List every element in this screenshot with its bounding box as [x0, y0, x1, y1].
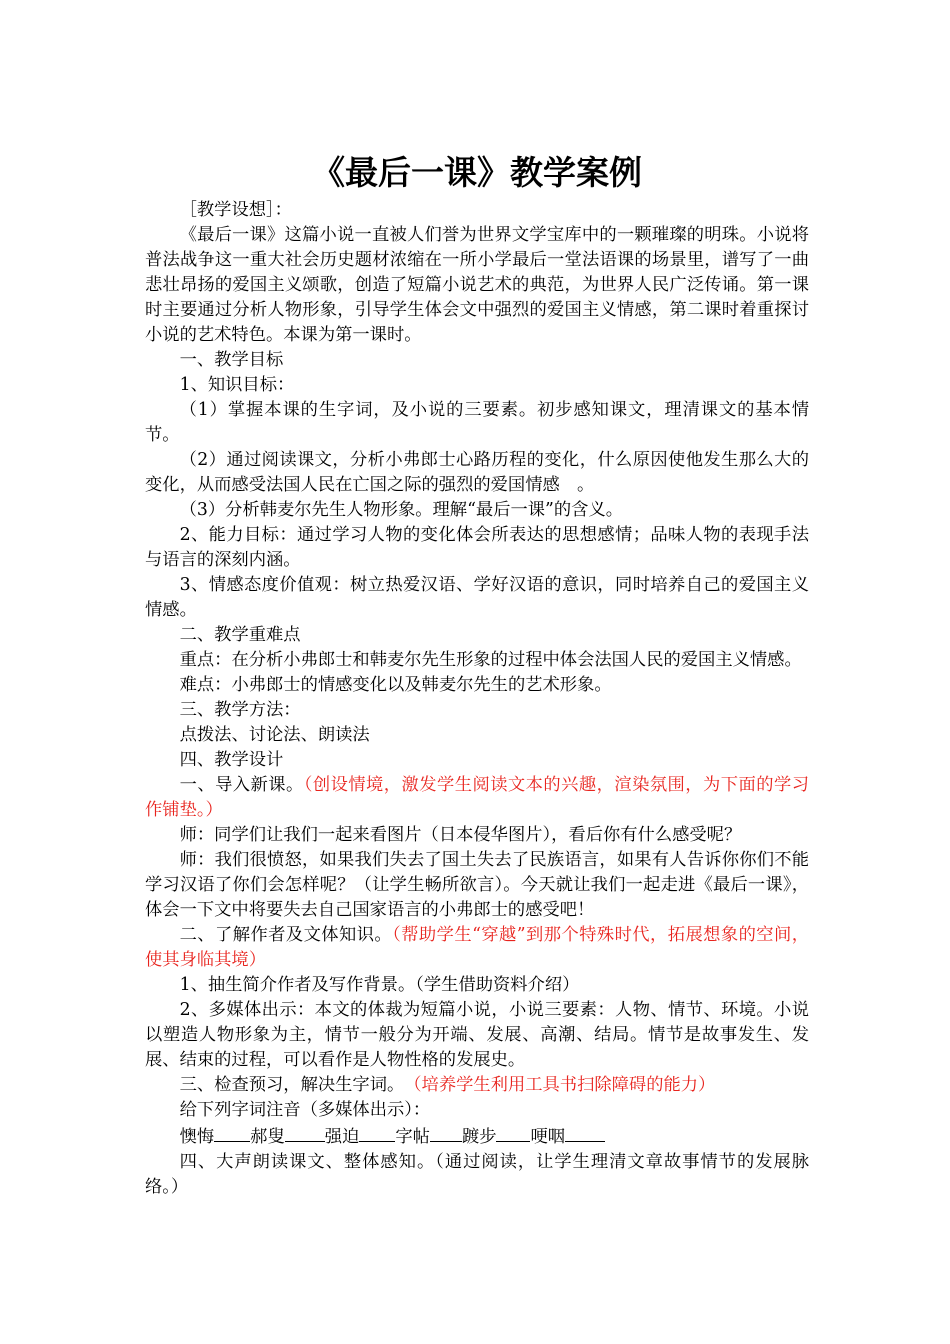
section-heading: 四、教学设计	[179, 750, 284, 770]
paragraph: 四、大声朗读课文、整体感知。（通过阅读，让学生理清文章故事情节的发展脉络。）	[145, 1152, 809, 1197]
step-text: 一、导入新课。	[179, 775, 304, 795]
paragraph: 1、知识目标：	[179, 375, 295, 395]
paragraph: （2）通过阅读课文，分析小弗郎士心路历程的变化，什么原因使他发生那么大的变化，从而感受法国人民在亡国之际的强烈的爱国情感 。	[145, 450, 809, 495]
section-heading: 一、教学目标	[179, 350, 284, 370]
word: 踱步	[461, 1127, 497, 1147]
paragraph: 1、抽生简介作者及写作背景。（学生借助资料介绍）	[179, 975, 580, 995]
paragraph	[145, 773, 809, 823]
page-title: 《最后一课》教学案例	[312, 153, 642, 192]
paragraph: 2、能力目标：通过学习人物的变化体会所表达的思想感情；品味人物的表现手法与语言的深刻内涵。	[145, 525, 809, 570]
word-list	[145, 1123, 809, 1150]
paragraph: 点拨法、讨论法、朗读法	[179, 725, 370, 745]
paragraph: （3）分析韩麦尔先生人物形象。理解“最后一课”的含义。	[179, 500, 624, 520]
answer-blank	[214, 1123, 250, 1142]
paragraph: 3、情感态度价值观：树立热爱汉语、学好汉语的意识，同时培养自己的爱国主义情感。	[145, 575, 809, 620]
word: 字帖	[395, 1127, 430, 1147]
word: 强迫	[324, 1127, 360, 1147]
intro-paragraph: 《最后一课》这篇小说一直被人们誉为世界文学宝库中的一颗璀璨的明珠。小说将普法战争这一重大社会历史题材浓缩在一所小学最后一堂法语课的场景里，谱写了一曲悲壮昂扬的爱国主义颂歌，创造了短篇小说艺术的典范，为世界人民广泛传诵。第一课时主要通过分析人物形象，引导学生体会文中强烈的爱国主义情感，第二课时着重探讨小说的艺术特色。本课为第一课时。	[145, 225, 809, 345]
paragraph: 难点：小弗郎士的情感变化以及韩麦尔先生的艺术形象。	[179, 675, 612, 695]
paragraph: 2、多媒体出示：本文的体裁为短篇小说，小说三要素：人物、情节、环境。小说以塑造人物形象为主，情节一般分为开端、发展、高潮、结局。情节是故事发生、发展、结束的过程，可以看作是人物性格的发展史。	[145, 1000, 809, 1070]
answer-blank	[285, 1123, 325, 1142]
answer-blank	[565, 1123, 605, 1142]
word: 哽咽	[530, 1127, 566, 1147]
paragraph: 师：我们很愤怒，如果我们失去了国土失去了民族语言，如果有人告诉你你们不能学习汉语了你们会怎样呢？（让学生畅所欲言）。今天就让我们一起走进《最后一课》，体会一下文中将要失去自己国家语言的小弗郎士的感受吧！	[145, 850, 809, 920]
teaching-idea-label: ［教学设想］：	[179, 200, 292, 220]
annotation-note: （培养学生利用工具书扫除障碍的能力）	[412, 1075, 716, 1095]
annotation-note: （帮助学生“穿越”到那个特殊时代，拓展想象的空间，使其身临其境）	[145, 925, 809, 970]
paragraph: （1）掌握本课的生字词，及小说的三要素。初步感知课文，理清课文的基本情节。	[145, 400, 809, 445]
answer-blank	[430, 1123, 462, 1142]
word: 郝叟	[250, 1127, 285, 1147]
step-text: 二、了解作者及文体知识。	[179, 925, 393, 945]
paragraph: 重点：在分析小弗郎士和韩麦尔先生形象的过程中体会法国人民的爱国主义情感。	[179, 650, 802, 670]
paragraph	[145, 1073, 809, 1098]
section-heading: 三、教学方法：	[179, 700, 301, 720]
paragraph: 师：同学们让我们一起来看图片（日本侵华图片），看后你有什么感受呢？	[179, 825, 742, 845]
paragraph: 给下列字词注音（多媒体出示）：	[179, 1100, 431, 1120]
answer-blank	[496, 1123, 530, 1142]
paragraph	[145, 923, 809, 973]
answer-blank	[359, 1123, 395, 1142]
document-page	[145, 150, 809, 1200]
step-text: 三、检查预习，解决生字词。	[179, 1075, 396, 1095]
annotation-note: （创设情境，激发学生阅读文本的兴趣，渲染氛围，为下面的学习作铺垫。）	[145, 775, 809, 820]
word: 懊悔	[179, 1127, 215, 1147]
section-heading: 二、教学重难点	[179, 625, 301, 645]
